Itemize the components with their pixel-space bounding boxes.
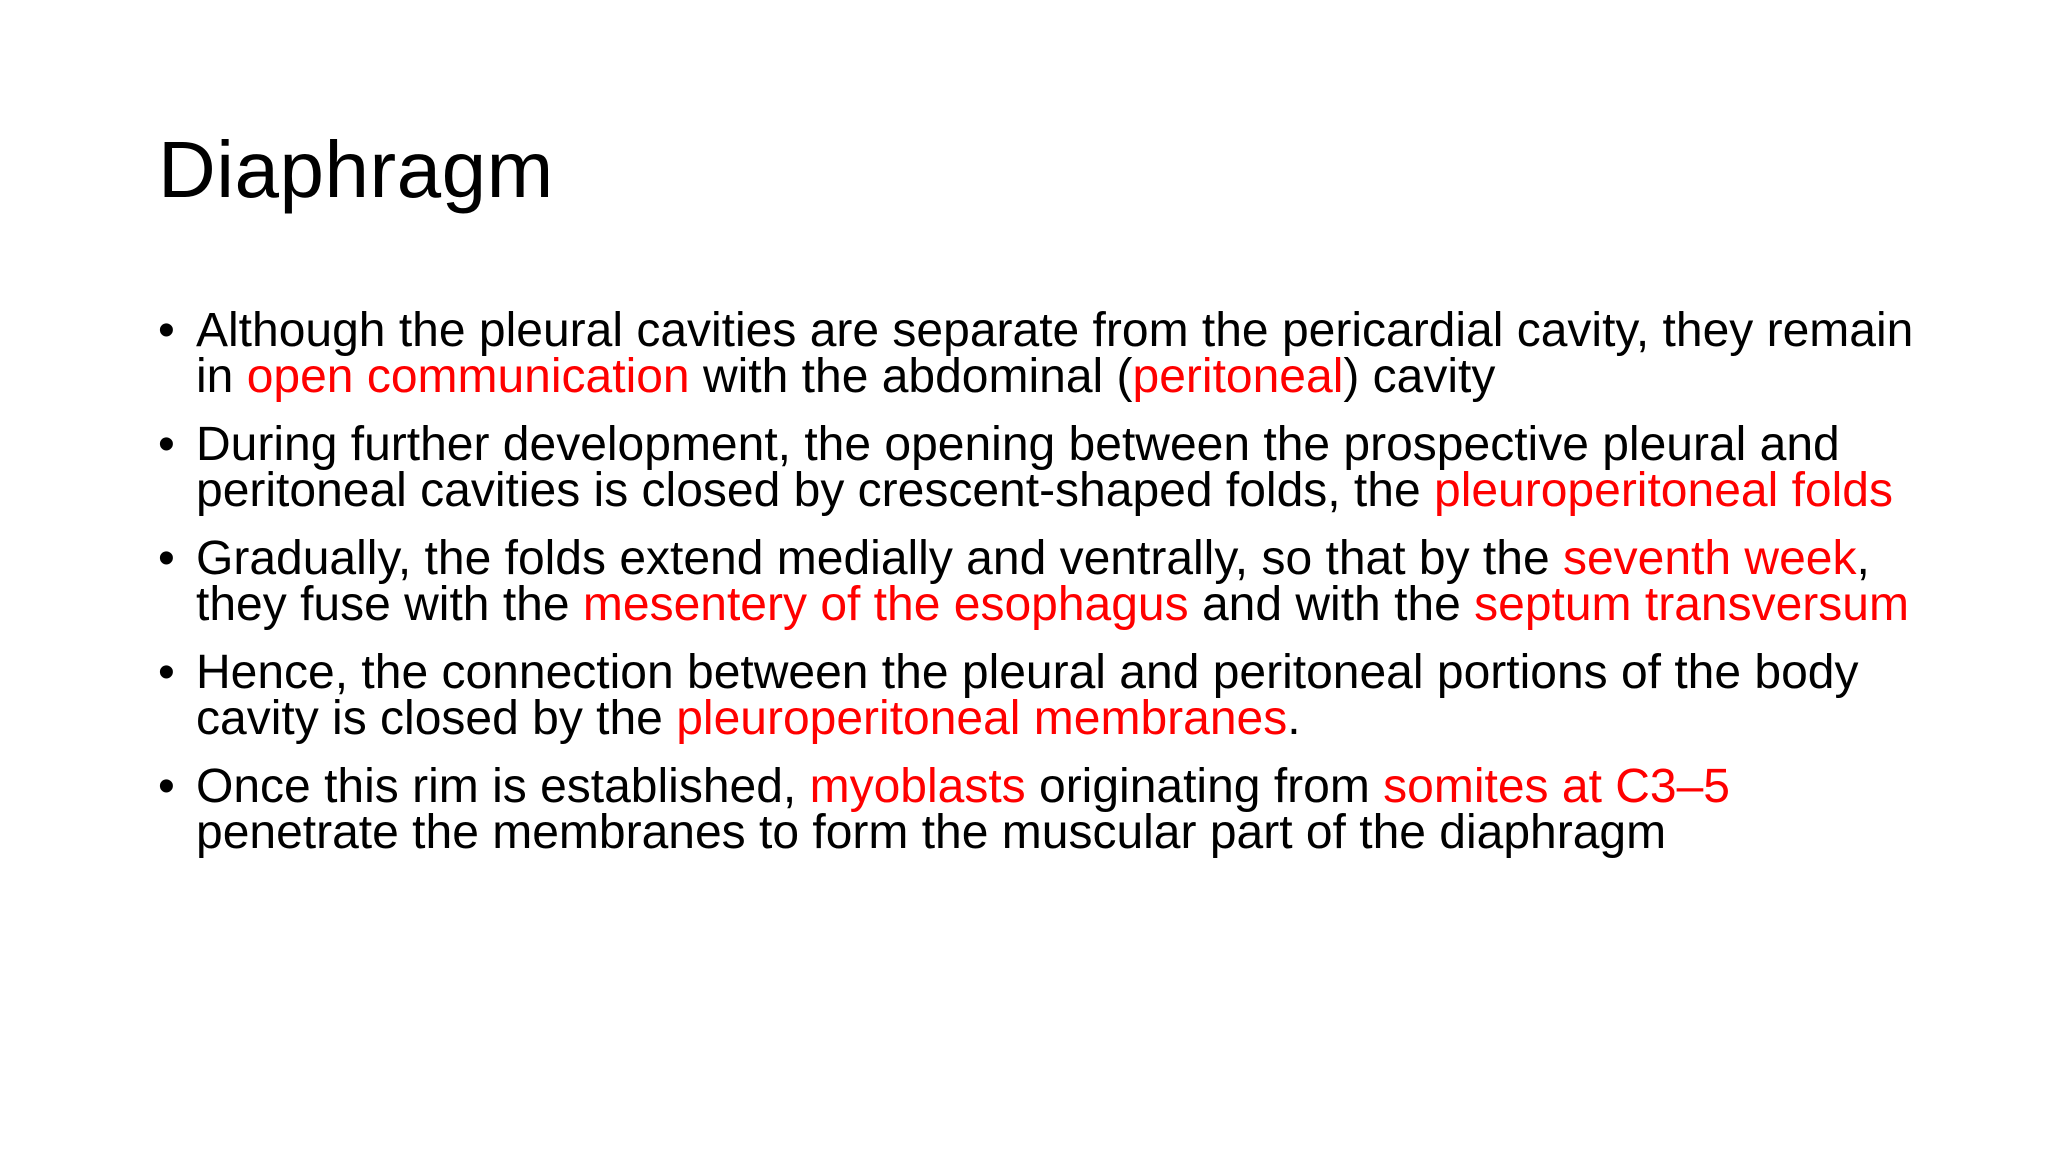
bullet-text: penetrate the membranes to form the muscular part of the diaphragm [196,806,1667,859]
bullet-text: originating from [1025,760,1384,813]
bullet-text: Once this rim is established, [196,760,810,813]
bullet-marker: • [158,646,175,699]
bullet-item [158,760,1918,859]
bullet-marker: • [158,304,175,357]
highlighted-term: mesentery of the esophagus [582,578,1189,631]
highlighted-term: septum transversum [1474,578,1909,631]
bullet-text: with the abdominal ( [689,350,1133,403]
bullet-item [158,304,1918,403]
highlighted-term: seventh week [1562,532,1857,585]
highlighted-term: myoblasts [809,760,1026,813]
bullet-item [158,646,1918,745]
bullet-text: and with the [1188,578,1475,631]
bullet-text: During further development, the opening between the prospective pleural and peritoneal cavities is closed by crescent-shaped folds, the [196,418,1840,517]
highlighted-term: pleuroperitoneal membranes [676,692,1288,745]
bullet-marker: • [158,760,175,813]
highlighted-term: pleuroperitoneal folds [1434,464,1893,517]
slide-title: Diaphragm [158,125,554,214]
bullet-marker: • [158,532,175,585]
bullet-marker: • [158,418,175,471]
bullet-item [158,418,1918,517]
bullet-text: Gradually, the folds extend medially and ventrally, so that by the [196,532,1563,585]
bullet-text: Although the pleural cavities are separate from the pericardial cavity, they remain in [196,304,1914,403]
bullet-text: , they fuse with the [196,532,1870,631]
bullet-item [158,532,1918,631]
highlighted-term: somites at C3–5 [1383,760,1730,813]
bullet-text: . [1287,692,1301,745]
bullet-text: ) cavity [1343,350,1496,403]
bullet-list [158,304,1918,878]
highlighted-term: open communication [246,350,690,403]
bullet-text: Hence, the connection between the pleural and peritoneal portions of the body cavity is closed by the [196,646,1859,745]
highlighted-term: peritoneal [1132,350,1344,403]
